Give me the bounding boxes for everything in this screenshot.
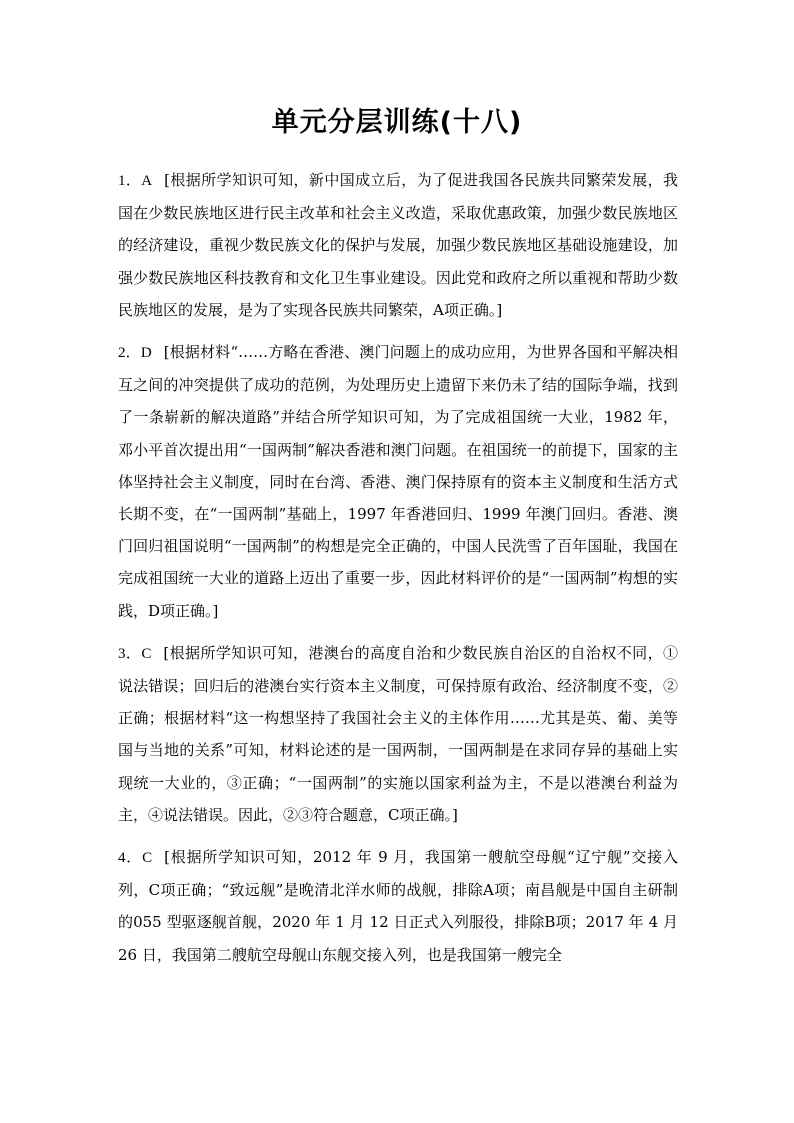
item-number: 1． bbox=[118, 173, 142, 189]
answer-item-1 bbox=[118, 164, 678, 326]
item-explanation: [根据材料“……方略在香港、澳门问题上的成功应用，为世界各国和平解决相互之间的冲突提供了成功的范例，为处理历史上遗留下来仍未了结的国际争端，找到了一条崭新的解决道路”并结合所学知识可知，为了完成祖国统一大业，1982 年，邓小平首次提出用“一国两制”解决香港和澳门问题。在祖国统一的前提下，国家的主体坚持社会主义制度，同时在台湾、香港、澳门保持原有的资本主义制度和生活方式长期不变，在“一国两制”基础上，1997 年香港回归、1999 年澳门回归。香港、澳门回归祖国说明“一国两制”的构想是完全正确的，中国人民洗雪了百年国耻，我国在完成祖国统一大业的道路上迈出了重要一步，因此材料评价的是“一国两制”构想的实践，D项正确。] bbox=[118, 343, 678, 620]
item-number: 2． bbox=[118, 345, 141, 362]
answer-item-2 bbox=[118, 336, 678, 627]
answer-list bbox=[118, 164, 678, 981]
item-answer: C bbox=[142, 850, 153, 867]
answer-item-3 bbox=[118, 637, 678, 831]
answer-item-4 bbox=[118, 841, 678, 971]
item-explanation: [根据所学知识可知，新中国成立后，为了促进我国各民族共同繁荣发展，我国在少数民族地区进行民主改革和社会主义改造，采取优惠政策，加强少数民族地区的经济建设，重视少数民族文化的保护与发展，加强少数民族地区基础设施建设，加强少数民族地区科技教育和文化卫生事业建设。因此党和政府之所以重视和帮助少数民族地区的发展，是为了实现各民族共同繁荣，A项正确。] bbox=[118, 171, 678, 319]
item-answer: D bbox=[140, 345, 152, 362]
item-explanation: [根据所学知识可知，港澳台的高度自治和少数民族自治区的自治权不同，①说法错误；回归后的港澳台实行资本主义制度，可保持原有政治、经济制度不变，②正确；根据材料“这一构想坚持了我国社会主义的主体作用……尤其是英、葡、美等国与当地的关系”可知，材料论述的是一国两制，一国两制是在求同存异的基础上实现统一大业的，③正确；“一国两制”的实施以国家利益为主，不是以港澳台利益为主，④说法错误。因此，②③符合题意，C项正确。] bbox=[118, 643, 678, 824]
page-title: 单元分层训练(十八) bbox=[271, 107, 523, 138]
item-number: 3． bbox=[118, 645, 142, 662]
item-answer: A bbox=[141, 173, 153, 189]
item-number: 4． bbox=[118, 850, 143, 867]
item-answer: C bbox=[141, 645, 152, 662]
item-explanation: [根据所学知识可知，2012 年 9 月，我国第一艘航空母舰“辽宁舰”交接入列，C项正确；“致远舰”是晚清北洋水师的战舰，排除A项；南昌舰是中国自主研制的055 型驱逐舰首舰，2020 年 1 月 12 日正式入列服役，排除B项；2017 年 4 月 26 日，我国第二艘航空母舰山东舰交接入列，也是我国第一艘完全 bbox=[118, 848, 678, 964]
